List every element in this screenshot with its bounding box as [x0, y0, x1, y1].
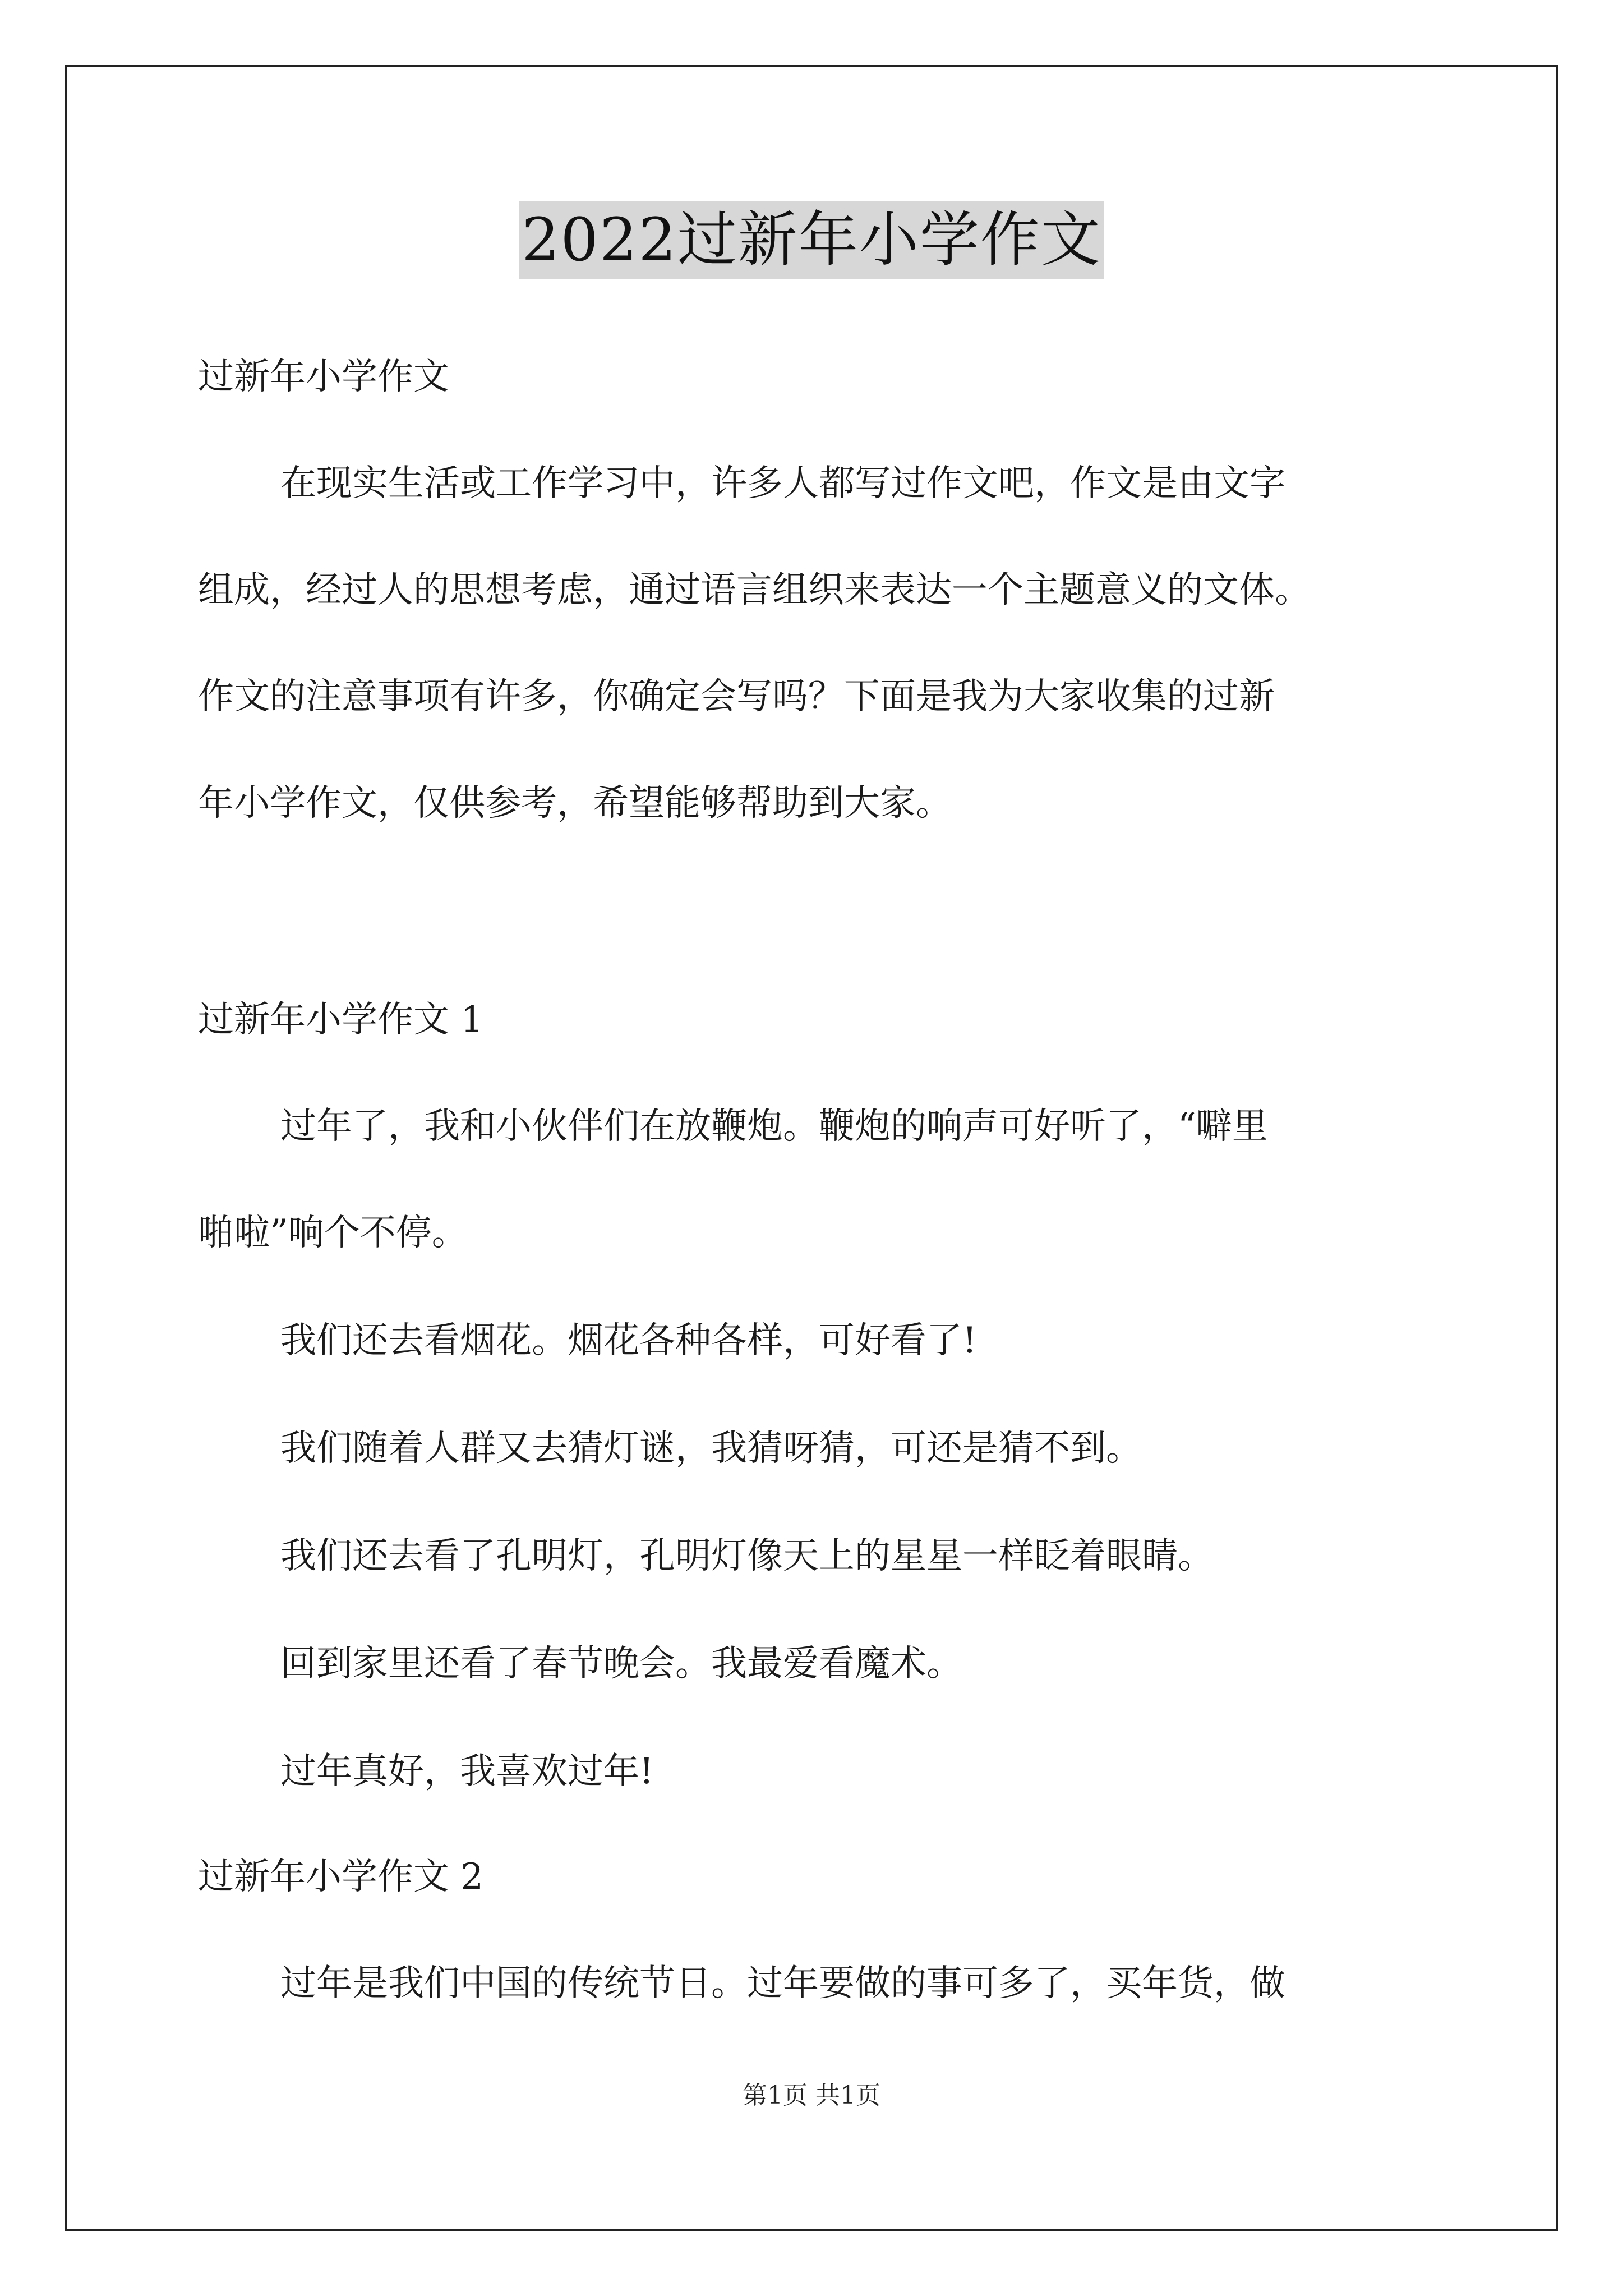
subtitle-heading: 过新年小学作文	[198, 356, 449, 398]
page-footer: 第1页 共1页	[743, 2081, 880, 2110]
essay-2-line-1: 过年是我们中国的传统节日。过年要做的事可多了，买年货，做	[280, 1963, 1285, 2004]
essay-1-line-2: 啪啦”响个不停。	[198, 1212, 468, 1254]
intro-line-2: 组成，经过人的思想考虑，通过语言组织来表达一个主题意义的文体。	[198, 569, 1311, 611]
essay-2-heading: 过新年小学作文 2	[198, 1856, 484, 1898]
intro-line-1: 在现实生活或工作学习中，许多人都写过作文吧，作文是由文字	[280, 463, 1285, 504]
intro-line-3: 作文的注意事项有许多，你确定会写吗？下面是我为大家收集的过新	[198, 676, 1275, 717]
document-title: 2022过新年小学作文	[519, 201, 1104, 279]
essay-1-line-6: 回到家里还看了春节晚会。我最爱看魔术。	[280, 1643, 962, 1685]
essay-1-line-7: 过年真好，我喜欢过年!	[280, 1751, 654, 1792]
essay-1-heading: 过新年小学作文 1	[198, 999, 484, 1041]
essay-1-line-1: 过年了，我和小伙伴们在放鞭炮。鞭炮的响声可好听了，“噼里	[280, 1106, 1268, 1147]
essay-1-line-5: 我们还去看了孔明灯，孔明灯像天上的星星一样眨着眼睛。	[280, 1535, 1214, 1577]
essay-1-line-4: 我们随着人群又去猜灯谜，我猜呀猜，可还是猜不到。	[280, 1428, 1142, 1469]
intro-line-4: 年小学作文，仅供参考，希望能够帮助到大家。	[198, 783, 952, 824]
title-container	[0, 201, 1623, 279]
essay-1-line-3: 我们还去看烟花。烟花各种各样，可好看了!	[280, 1320, 977, 1361]
